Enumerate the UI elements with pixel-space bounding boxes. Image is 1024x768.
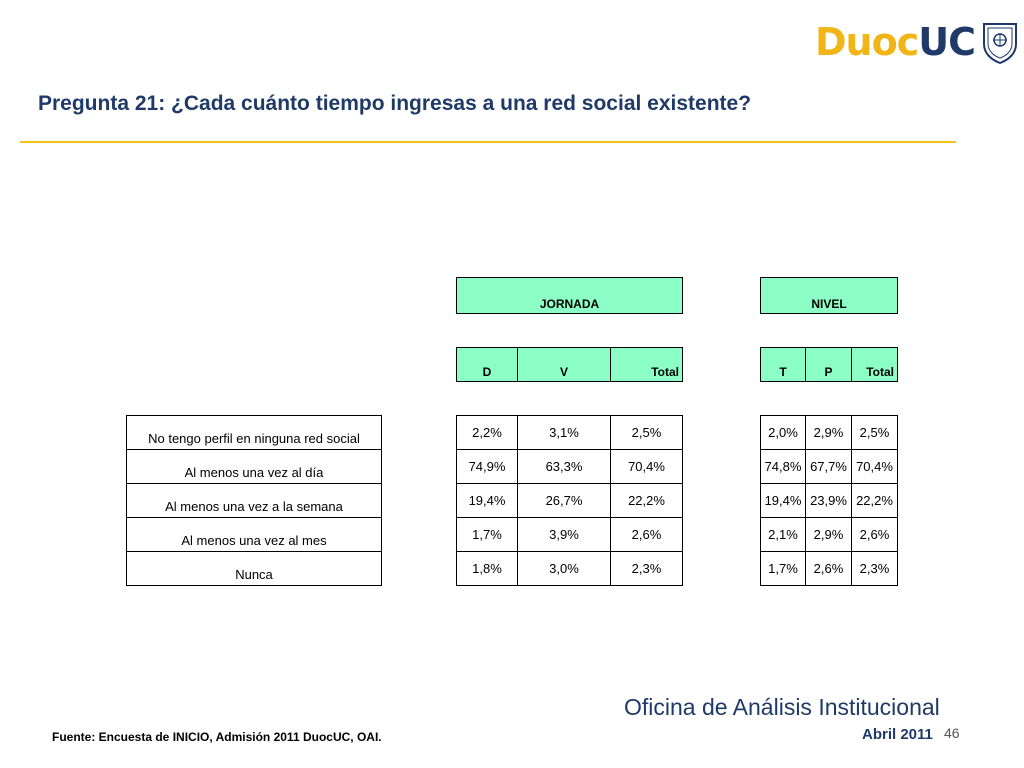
col-header-jornada-2: Total: [610, 347, 683, 382]
cell-jornada-1-2: 70,4%: [610, 449, 683, 484]
cell-jornada-1-0: 74,9%: [456, 449, 518, 484]
cell-nivel-0-2: 2,5%: [851, 415, 898, 450]
cell-jornada-0-2: 2,5%: [610, 415, 683, 450]
cell-jornada-4-2: 2,3%: [610, 551, 683, 586]
university-seal-icon: [981, 20, 1019, 64]
cell-jornada-2-1: 26,7%: [517, 483, 611, 518]
row-label-3: Al menos una vez al mes: [126, 517, 382, 552]
cell-jornada-3-0: 1,7%: [456, 517, 518, 552]
cell-jornada-2-0: 19,4%: [456, 483, 518, 518]
cell-nivel-0-0: 2,0%: [760, 415, 806, 450]
cell-nivel-3-2: 2,6%: [851, 517, 898, 552]
row-label-4: Nunca: [126, 551, 382, 586]
slide-date: Abril 2011: [862, 726, 933, 743]
office-name: Oficina de Análisis Institucional: [624, 694, 940, 720]
col-header-nivel-0: T: [760, 347, 806, 382]
cell-nivel-2-1: 23,9%: [805, 483, 852, 518]
cell-nivel-2-2: 22,2%: [851, 483, 898, 518]
logo-duoc-text: Duoc: [815, 20, 919, 64]
col-header-nivel-1: P: [805, 347, 852, 382]
cell-jornada-0-1: 3,1%: [517, 415, 611, 450]
cell-jornada-3-1: 3,9%: [517, 517, 611, 552]
row-label-0: No tengo perfil en ninguna red social: [126, 415, 382, 450]
col-header-jornada-1: V: [517, 347, 611, 382]
cell-nivel-1-1: 67,7%: [805, 449, 852, 484]
row-label-2: Al menos una vez a la semana: [126, 483, 382, 518]
cell-nivel-3-1: 2,9%: [805, 517, 852, 552]
logo-uc-text: UC: [918, 20, 975, 64]
cell-nivel-2-0: 19,4%: [760, 483, 806, 518]
cell-nivel-1-2: 70,4%: [851, 449, 898, 484]
page-number: 46: [944, 725, 960, 741]
cell-jornada-2-2: 22,2%: [610, 483, 683, 518]
cell-nivel-3-0: 2,1%: [760, 517, 806, 552]
col-header-nivel-2: Total: [851, 347, 898, 382]
cell-jornada-3-2: 2,6%: [610, 517, 683, 552]
cell-nivel-4-1: 2,6%: [805, 551, 852, 586]
cell-jornada-4-0: 1,8%: [456, 551, 518, 586]
cell-nivel-0-1: 2,9%: [805, 415, 852, 450]
header-jornada: JORNADA: [456, 277, 683, 314]
cell-nivel-4-2: 2,3%: [851, 551, 898, 586]
col-header-jornada-0: D: [456, 347, 518, 382]
cell-nivel-1-0: 74,8%: [760, 449, 806, 484]
cell-nivel-4-0: 1,7%: [760, 551, 806, 586]
slide-title: Pregunta 21: ¿Cada cuánto tiempo ingresas a una red social existente?: [38, 92, 752, 115]
row-label-1: Al menos una vez al día: [126, 449, 382, 484]
title-underline: [20, 141, 956, 143]
cell-jornada-4-1: 3,0%: [517, 551, 611, 586]
duocuc-logo: [815, 18, 1019, 66]
cell-jornada-0-0: 2,2%: [456, 415, 518, 450]
cell-jornada-1-1: 63,3%: [517, 449, 611, 484]
header-nivel: NIVEL: [760, 277, 898, 314]
source-note: Fuente: Encuesta de INICIO, Admisión 2011 DuocUC, OAI.: [52, 730, 382, 744]
